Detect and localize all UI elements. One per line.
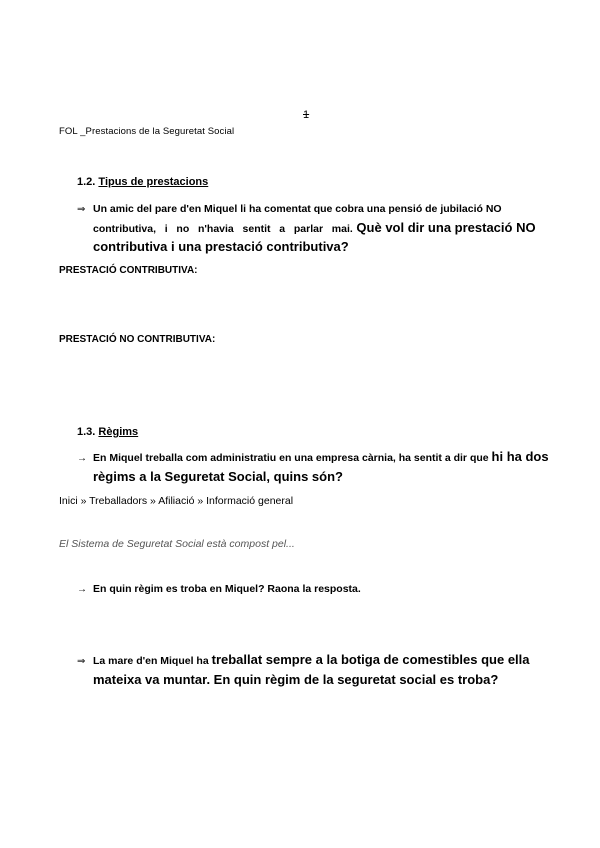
arrow-right-icon: → [77, 453, 87, 464]
section-number: 1.3. [77, 426, 96, 438]
bullet-line-emphasis: hi ha dos [491, 449, 549, 464]
bullet-line: En quin règim es troba en Miquel? Raona la resposta. [93, 583, 361, 595]
question-bullet-miquel [77, 580, 559, 599]
breadcrumb: Inici » Treballadors » Afiliació » Informació general [59, 495, 294, 507]
bullet-line: contributiva, i no n'havia sentit a parlar mai. [93, 223, 353, 235]
arrow-right-icon: → [77, 584, 87, 595]
question-bullet-regims [77, 448, 559, 487]
bullet-line-emphasis: mateixa va muntar. En quin règim de la seguretat social es troba? [93, 672, 499, 687]
section-title-1-3 [77, 426, 138, 438]
section-title-1-2 [77, 176, 208, 188]
section-number: 1.2. [77, 176, 96, 188]
bullet-line: En Miquel treballa com administratiu en una empresa càrnia, ha sentit a dir que [93, 452, 492, 464]
bullet-line: Un amic del pare d'en Miquel li ha comentat que cobra una pensió de jubilació NO [93, 203, 502, 215]
double-arrow-icon: ⇒ [77, 656, 86, 667]
label-no-contributiva: PRESTACIÓ NO CONTRIBUTIVA: [59, 334, 216, 345]
section-title-text: Règims [98, 426, 139, 438]
bullet-line: La mare d'en Miquel ha [93, 655, 212, 667]
double-arrow-icon: ⇒ [77, 204, 86, 215]
bullet-line-emphasis: treballat sempre a la botiga de comestibles que ella [211, 652, 530, 667]
question-bullet-pension [77, 200, 559, 257]
page-number: 1 [303, 109, 310, 121]
italic-intro-text: El Sistema de Seguretat Social està compost pel... [59, 538, 295, 550]
label-contributiva: PRESTACIÓ CONTRIBUTIVA: [59, 265, 198, 276]
question-bullet-mare [77, 651, 559, 690]
bullet-line-emphasis: Què vol dir una prestació NO [352, 220, 536, 235]
section-title-text: Tipus de prestacions [98, 176, 209, 188]
bullet-line-emphasis: contributiva i una prestació contributiva? [93, 239, 349, 254]
bullet-line-emphasis: règims a la Seguretat Social, quins són? [93, 469, 343, 484]
document-header: FOL _Prestacions de la Seguretat Social [59, 126, 235, 137]
